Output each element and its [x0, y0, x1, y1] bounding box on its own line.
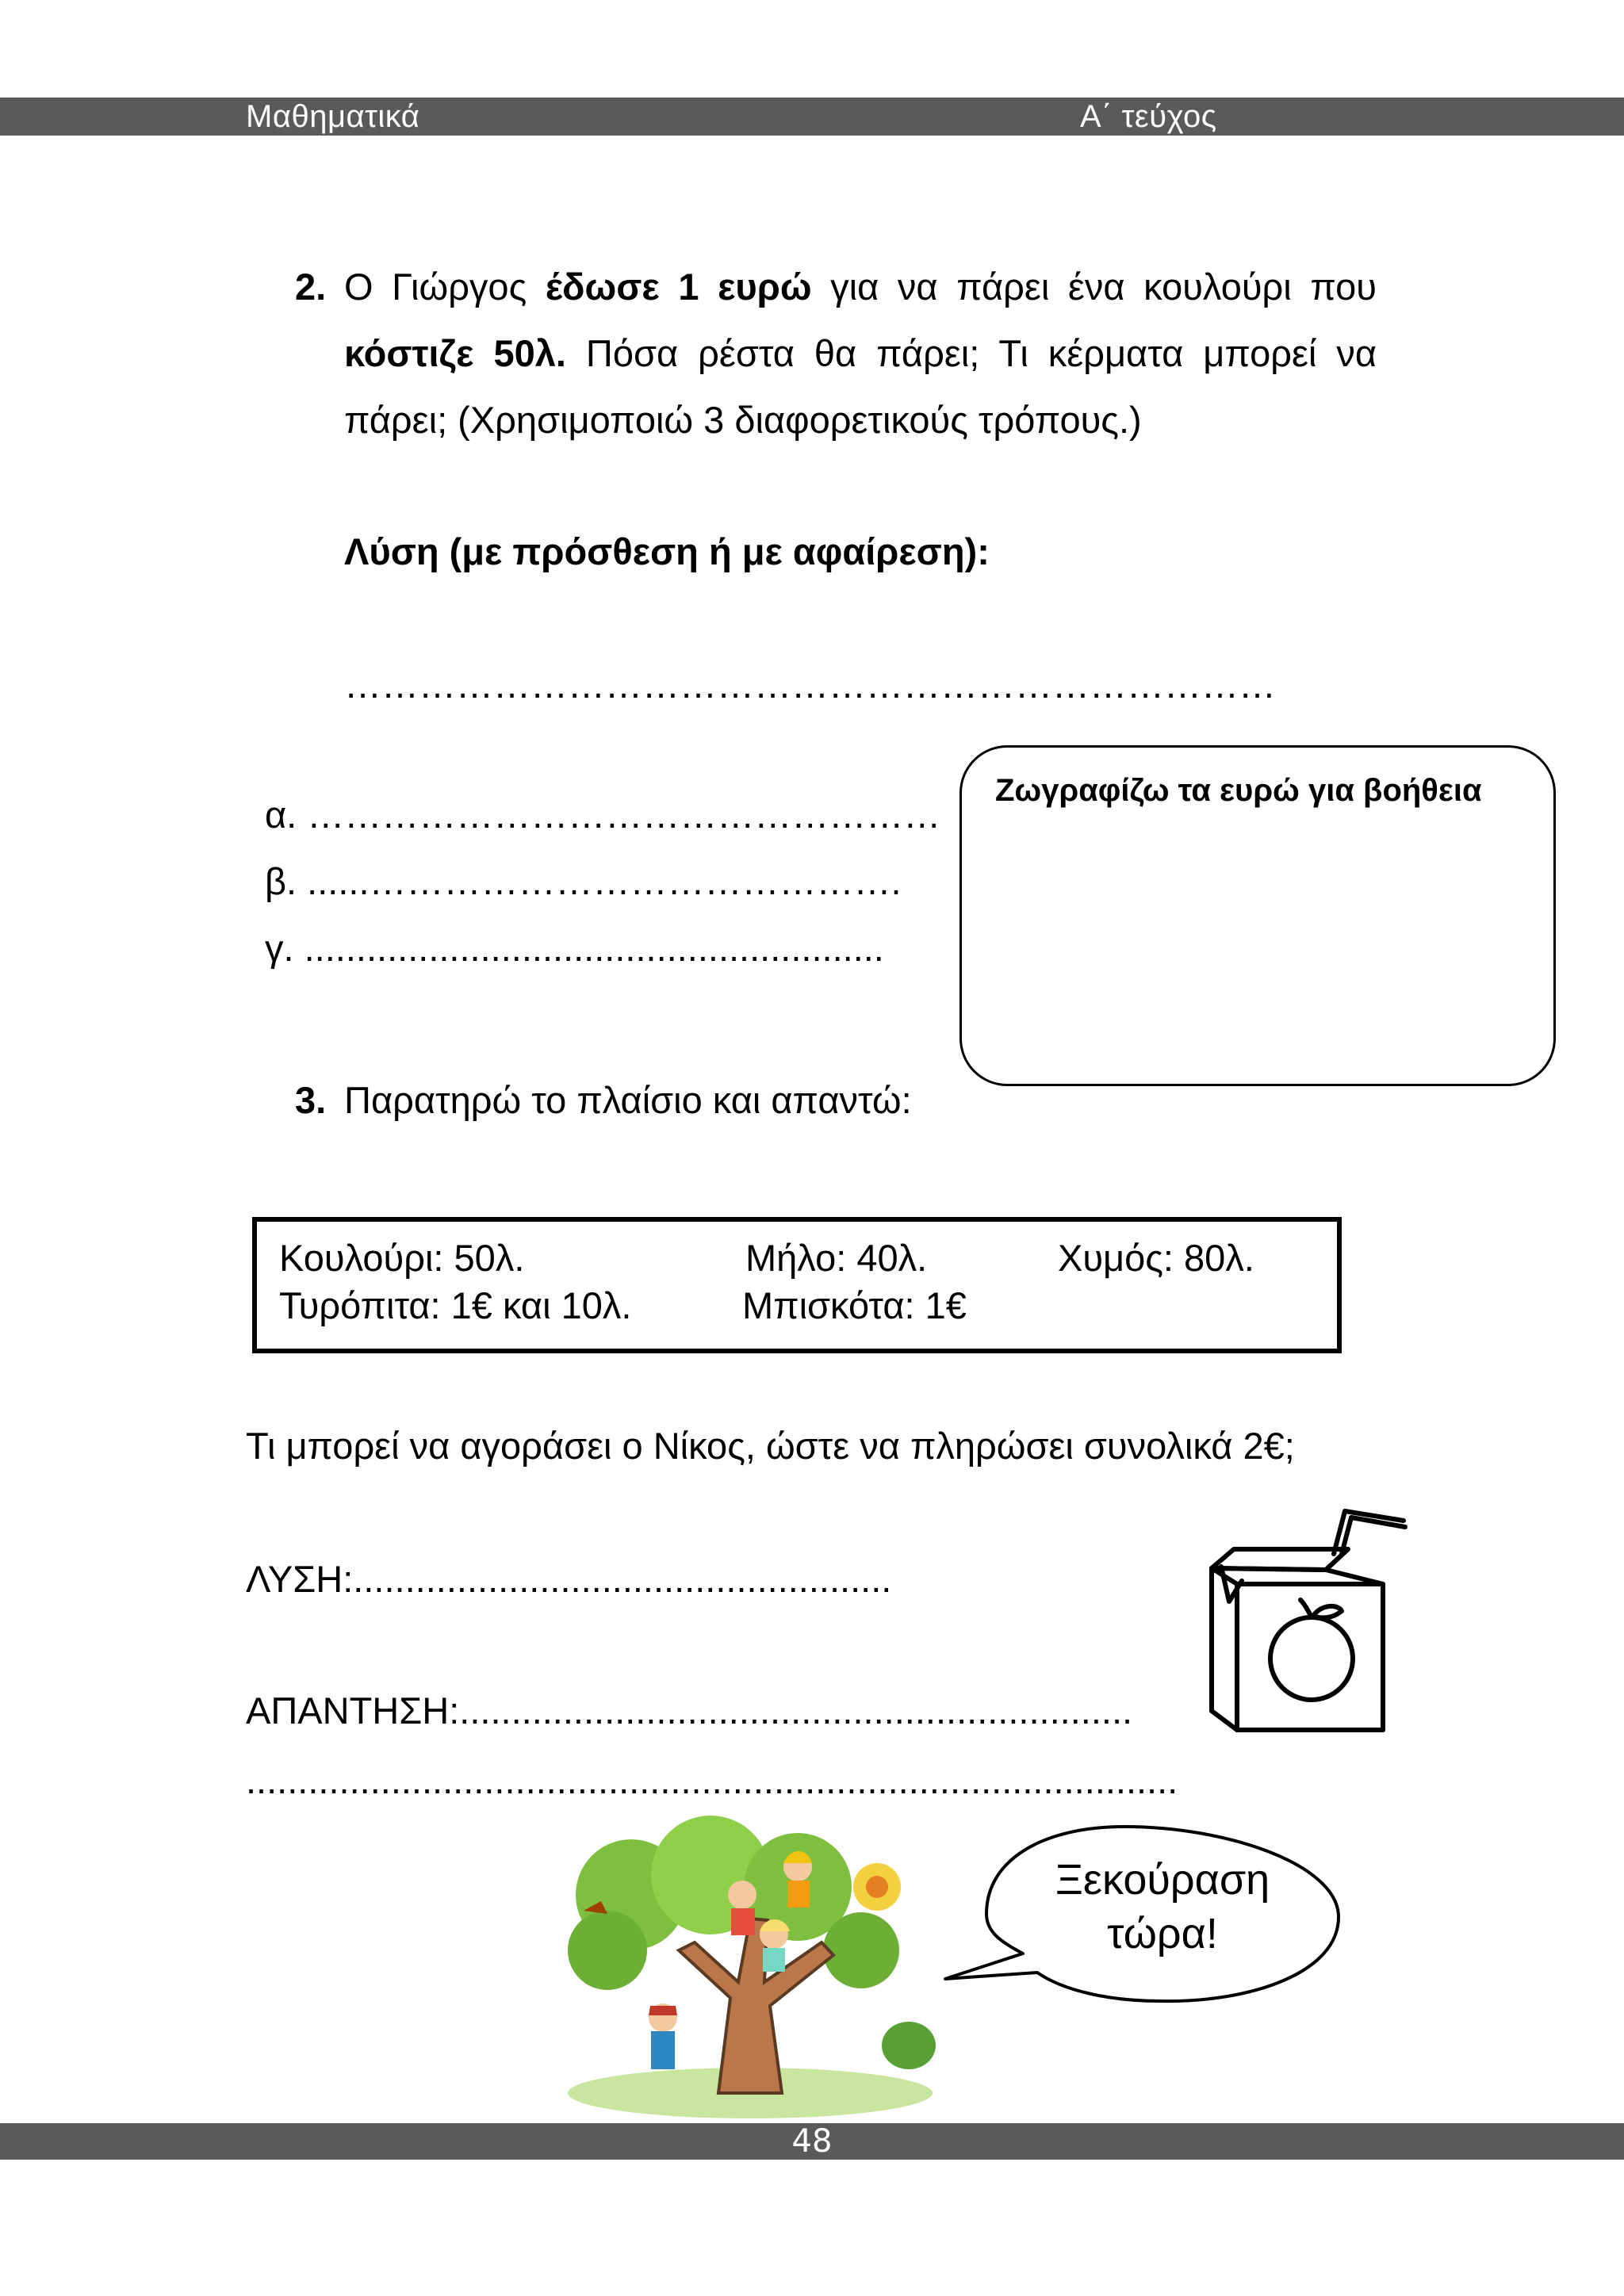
children-tree-illustration [560, 1831, 945, 2118]
footer-bar [0, 2123, 1624, 2160]
exercise-3-prompt: Παρατηρώ το πλαίσιο και απαντώ: [344, 1079, 912, 1121]
exercise-2-text-part: Πόσα ρέστα θα πάρει; Τι κέρματα μπορεί να πάρει; (Χρησιμοποιώ 3 διαφορετικούς τρόπους.) [344, 332, 1377, 441]
exercise-2-text-part: για να πάρει ένα κουλούρι που [811, 266, 1377, 308]
price-item: Τυρόπιτα: 1€ και 10λ. [279, 1284, 632, 1326]
drawing-box-label: Ζωγραφίζω τα ευρώ για βοήθεια [995, 773, 1482, 808]
header-volume: Α΄ τεύχος [1080, 99, 1217, 134]
exercise-2-bold-cost: κόστιζε 50λ. [344, 332, 566, 374]
exercise-2-number: 2. [295, 266, 327, 308]
price-item: Μπισκότα: 1€ [742, 1284, 967, 1326]
page-number: 48 [791, 2123, 833, 2160]
solution-dotted-line[interactable]: ………………………………………………………………… [344, 664, 1276, 706]
exercise-3-question: Τι μπορεί να αγοράσει ο Νίκος, ώστε να πληρώσει συνολικά 2€; [246, 1425, 1295, 1467]
price-item: Μήλο: 40λ. [745, 1237, 928, 1279]
exercise-3-number: 3. [295, 1079, 327, 1121]
price-item: Χυμός: 80λ. [1058, 1237, 1254, 1279]
drawing-box[interactable] [959, 745, 1556, 1086]
exercise-2-text-part: Ο Γιώργος [344, 266, 546, 308]
exercise-2-text [344, 254, 1377, 453]
answer-line-b[interactable]: β. ......……………………………………. [265, 860, 902, 902]
answer-line[interactable]: ΑΠΑΝΤΗΣΗ:................................................................. [246, 1689, 1133, 1732]
speech-bubble-line-1: Ξεκούραση [1055, 1856, 1270, 1904]
answer-line-a[interactable]: α. …………………………………………… [265, 794, 941, 836]
juice-box-icon [1205, 1498, 1419, 1744]
solution-label: Λύση (με πρόσθεση ή με αφαίρεση): [344, 530, 990, 572]
extra-answer-line[interactable]: .......................................................................................... [246, 1759, 1178, 1801]
answer-line-c[interactable]: γ. ........................................................ [265, 927, 884, 969]
exercise-2-bold-paid: έδωσε 1 ευρώ [545, 266, 812, 308]
price-item: Κουλούρι: 50λ. [279, 1237, 525, 1279]
price-list-box [252, 1217, 1342, 1353]
solution-line[interactable]: ΛΥΣΗ:.................................................... [246, 1558, 892, 1600]
header-subject: Μαθηματικά [246, 99, 420, 134]
header-bar [0, 98, 1624, 136]
speech-bubble-line-2: τώρα! [1107, 1910, 1218, 1957]
